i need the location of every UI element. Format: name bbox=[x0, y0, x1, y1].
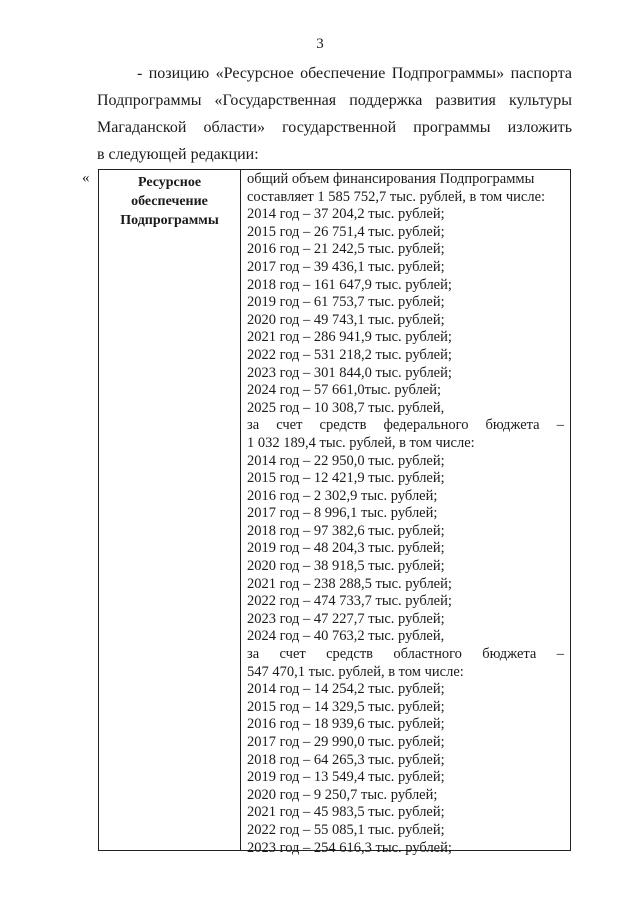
intro-line bbox=[97, 60, 572, 87]
table-label-cell bbox=[99, 170, 241, 850]
table-value-cell bbox=[241, 170, 570, 856]
funding-word: за bbox=[247, 646, 260, 663]
label-line: обеспечение bbox=[131, 194, 208, 209]
intro-word: Магаданской bbox=[97, 119, 187, 136]
intro-word: культуры bbox=[508, 92, 572, 109]
funding-word: счет bbox=[276, 417, 303, 434]
funding-row: 2019 год – 61 753,7 тыс. рублей; bbox=[247, 294, 445, 311]
funding-row: 2023 год – 254 616,3 тыс. рублей; bbox=[247, 839, 452, 856]
funding-word: счет bbox=[279, 646, 306, 663]
funding-row: 2018 год – 97 382,6 тыс. рублей; bbox=[247, 522, 445, 539]
funding-row: 2015 год – 12 421,9 тыс. рублей; bbox=[247, 470, 445, 487]
funding-row: 1 032 189,4 тыс. рублей, в том числе: bbox=[247, 434, 475, 451]
intro-word: Подпрограммы» bbox=[391, 65, 505, 82]
funding-row: 2024 год – 40 763,2 тыс. рублей, bbox=[247, 628, 445, 645]
funding-row: составляет 1 585 752,7 тыс. рублей, в том числе: bbox=[247, 188, 546, 205]
funding-row: общий объем финансирования Подпрограммы bbox=[247, 171, 535, 187]
funding-word: федерального bbox=[383, 417, 469, 434]
intro-word: поддержка bbox=[349, 92, 423, 109]
funding-row: 2017 год – 8 996,1 тыс. рублей; bbox=[247, 505, 438, 522]
funding-word: областного bbox=[393, 646, 462, 663]
funding-row: 2017 год – 39 436,1 тыс. рублей; bbox=[247, 258, 445, 275]
intro-line bbox=[97, 141, 572, 168]
funding-word: – bbox=[556, 646, 564, 663]
funding-row: 2016 год – 21 242,5 тыс. рублей; bbox=[247, 241, 445, 258]
funding-row: 2021 год – 45 983,5 тыс. рублей; bbox=[247, 804, 445, 821]
funding-row bbox=[247, 417, 564, 435]
funding-row: 2024 год – 57 661,0тыс. рублей; bbox=[247, 382, 442, 399]
funding-row: 2018 год – 64 265,3 тыс. рублей; bbox=[247, 751, 445, 768]
label-line: Подпрограммы bbox=[120, 213, 219, 228]
intro-paragraph bbox=[97, 60, 572, 168]
funding-row: 2023 год – 301 844,0 тыс. рублей; bbox=[247, 364, 452, 381]
funding-row: 2025 год – 10 308,7 тыс. рублей, bbox=[247, 399, 445, 416]
intro-word: «Ресурсное bbox=[215, 65, 294, 82]
intro-word: изложить bbox=[507, 119, 572, 136]
funding-row: 2016 год – 18 939,6 тыс. рублей; bbox=[247, 716, 445, 733]
intro-word: программы bbox=[413, 119, 491, 136]
funding-word: бюджета bbox=[482, 646, 537, 663]
funding-row: 2014 год – 14 254,2 тыс. рублей; bbox=[247, 681, 445, 698]
intro-word: государственной bbox=[282, 119, 397, 136]
funding-word: за bbox=[247, 417, 260, 434]
funding-row: 2014 год – 22 950,0 тыс. рублей; bbox=[247, 452, 445, 469]
funding-row bbox=[247, 646, 564, 664]
funding-row: 2015 год – 26 751,4 тыс. рублей; bbox=[247, 223, 445, 240]
funding-row: 2021 год – 286 941,9 тыс. рублей; bbox=[247, 329, 452, 346]
funding-row: 2016 год – 2 302,9 тыс. рублей; bbox=[247, 487, 438, 504]
funding-row: 2022 год – 55 085,1 тыс. рублей; bbox=[247, 821, 445, 838]
intro-word: в следующей редакции: bbox=[97, 146, 259, 163]
funding-row: 2015 год – 14 329,5 тыс. рублей; bbox=[247, 698, 445, 715]
intro-word: позицию bbox=[148, 65, 210, 82]
funding-row: 2014 год – 37 204,2 тыс. рублей; bbox=[247, 206, 445, 223]
label-line: Ресурсное bbox=[137, 175, 202, 190]
intro-word: развития bbox=[435, 92, 496, 109]
funding-row: 2020 год – 38 918,5 тыс. рублей; bbox=[247, 558, 445, 575]
intro-word: обеспечение bbox=[300, 65, 386, 82]
funding-row: 547 470,1 тыс. рублей, в том числе: bbox=[247, 663, 464, 680]
funding-row: 2022 год – 531 218,2 тыс. рублей; bbox=[247, 346, 452, 363]
funding-row: 2019 год – 13 549,4 тыс. рублей; bbox=[247, 769, 445, 786]
intro-word: паспорта bbox=[510, 65, 572, 82]
funding-word: средств bbox=[326, 646, 374, 663]
funding-row: 2020 год – 9 250,7 тыс. рублей; bbox=[247, 786, 438, 803]
opening-quote-mark: « bbox=[82, 170, 90, 186]
intro-word: - bbox=[137, 65, 143, 82]
intro-word: области» bbox=[203, 119, 266, 136]
funding-word: – bbox=[556, 417, 564, 434]
funding-row: 2017 год – 29 990,0 тыс. рублей; bbox=[247, 734, 445, 750]
funding-row: 2023 год – 47 227,7 тыс. рублей; bbox=[247, 610, 445, 627]
funding-word: бюджета bbox=[485, 417, 540, 434]
funding-row: 2022 год – 474 733,7 тыс. рублей; bbox=[247, 593, 452, 610]
funding-row: 2018 год – 161 647,9 тыс. рублей; bbox=[247, 276, 452, 293]
funding-row: 2021 год – 238 288,5 тыс. рублей; bbox=[247, 575, 452, 592]
page-number: 3 bbox=[316, 36, 324, 52]
intro-line bbox=[97, 87, 572, 114]
intro-line bbox=[97, 114, 572, 141]
funding-word: средств bbox=[319, 417, 367, 434]
funding-row: 2019 год – 48 204,3 тыс. рублей; bbox=[247, 540, 445, 557]
intro-word: «Государственная bbox=[214, 92, 337, 109]
resource-table bbox=[98, 169, 571, 856]
funding-row: 2020 год – 49 743,1 тыс. рублей; bbox=[247, 311, 445, 328]
intro-word: Подпрограммы bbox=[97, 92, 202, 109]
